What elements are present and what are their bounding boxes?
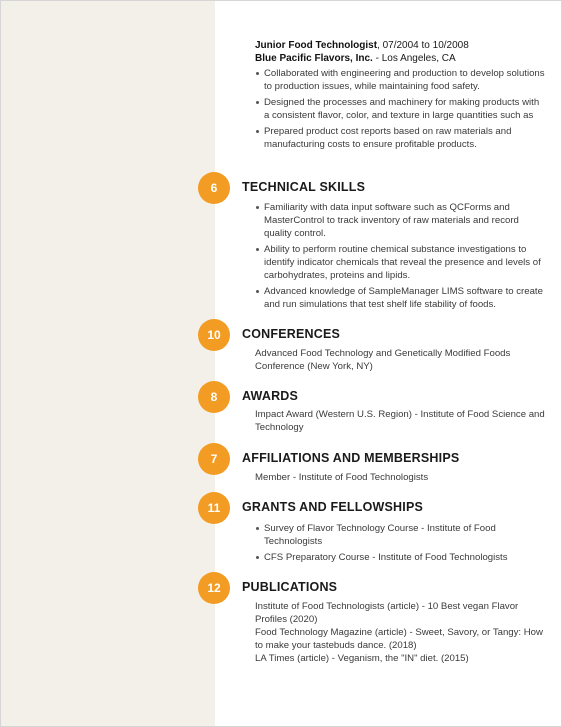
section-number-badge: 11 (198, 492, 230, 524)
section-title: TECHNICAL SKILLS (242, 180, 366, 194)
section-body (255, 522, 545, 567)
section-body (255, 600, 545, 665)
job-title-line (255, 39, 545, 52)
section-title: AWARDS (242, 389, 299, 403)
section-body: Advanced Food Technology and Genetically Modified Foods Conference (New York, NY) (255, 348, 511, 372)
list-item: Ability to perform routine chemical substance investigations to identify indicator chemicals that reveal the presence and levels of carbohydrates, proteins and lipids. (255, 243, 545, 282)
section-title: CONFERENCES (242, 327, 341, 341)
publication-item: LA Times (article) - Veganism, the "IN" diet. (2015) (255, 653, 469, 664)
company-name: Blue Pacific Flavors, Inc. (255, 53, 373, 64)
list-item: CFS Preparatory Course - Institute of Food Technologists (255, 551, 545, 564)
section-body: Impact Award (Western U.S. Region) - Institute of Food Science and Technology (255, 409, 545, 433)
publication-item: Food Technology Magazine (article) - Sweet, Savory, or Tangy: How to make your tastebuds dance. (2018) (255, 627, 543, 651)
section-body: Member - Institute of Food Technologists (255, 472, 429, 483)
list-item: Collaborated with engineering and production to develop solutions to production issues, while maintaining food safety. (255, 67, 545, 93)
list-item: Designed the processes and machinery for making products with a consistent flavor, color, and texture in large quantities such as (255, 96, 545, 122)
section-number-badge: 8 (198, 381, 230, 413)
experience-entry (255, 39, 545, 154)
company-line (255, 52, 545, 65)
section-title: AFFILIATIONS AND MEMBERSHIPS (242, 451, 460, 465)
sidebar-panel (1, 1, 215, 726)
section-number-badge: 7 (198, 443, 230, 475)
section-body (255, 201, 545, 314)
grants-list (255, 522, 545, 564)
publication-item: Institute of Food Technologists (article) - 10 Best vegan Flavor Profiles (2020) (255, 601, 519, 625)
list-item: Survey of Flavor Technology Course - Institute of Food Technologists (255, 522, 545, 548)
job-dates: , 07/2004 to 10/2008 (377, 40, 469, 51)
section-title: PUBLICATIONS (242, 580, 338, 594)
list-item: Prepared product cost reports based on raw materials and manufacturing costs to ensure profitable products. (255, 125, 545, 151)
section-number-badge: 6 (198, 172, 230, 204)
experience-bullets (255, 67, 545, 151)
job-location: - Los Angeles, CA (372, 53, 456, 64)
list-item: Familiarity with data input software such as QCForms and MasterControl to track inventory of raw materials and record quality control. (255, 201, 545, 240)
skills-list (255, 201, 545, 311)
section-number-badge: 12 (198, 572, 230, 604)
section-title: GRANTS AND FELLOWSHIPS (242, 500, 424, 514)
list-item: Advanced knowledge of SampleManager LIMS software to create and run simulations that test shelf life stability of foods. (255, 285, 545, 311)
section-number-badge: 10 (198, 319, 230, 351)
job-title: Junior Food Technologist (255, 40, 378, 51)
